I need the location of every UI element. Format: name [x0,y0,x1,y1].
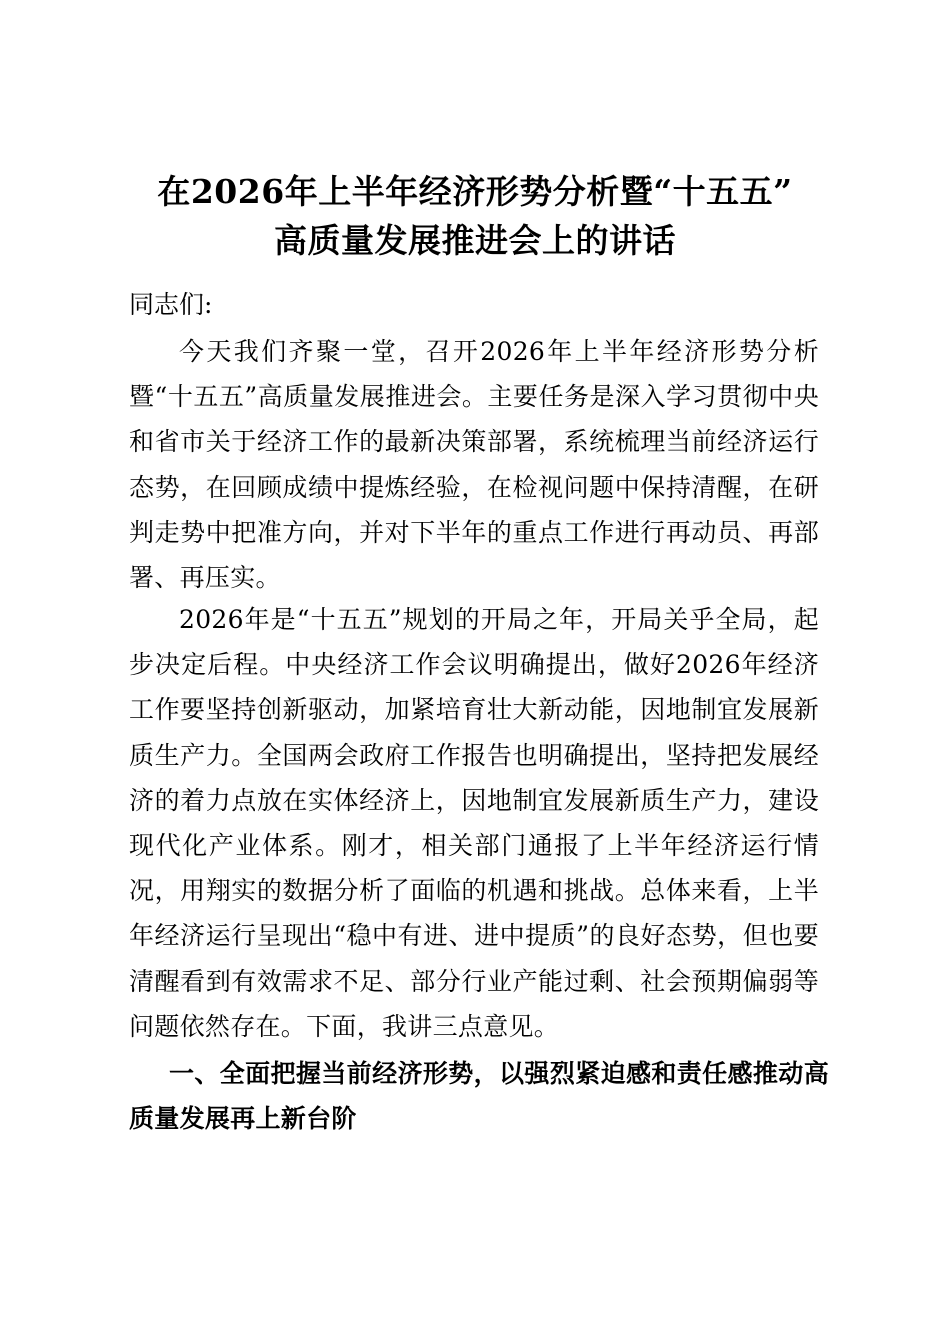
section-heading-1: 一、全面把握当前经济形势，以强烈紧迫感和责任感推动高质量发展再上新台阶 [129,1059,829,1133]
document-title-line-2: 高质量发展推进会上的讲话 [274,221,676,260]
greeting: 同志们: [129,290,213,319]
paragraph-context: 2026年是“十五五”规划的开局之年，开局关乎全局，起步决定后程。中央经济工作会议明确提出，做好2026年经济工作要坚持创新驱动，加紧培育壮大新动能，因地制宜发展新质生产力。全国两会政府工作报告也明确提出，坚持把发展经济的着力点放在实体经济上，因地制宜发展新质生产力，建设现代化产业体系。刚才，相关部门通报了上半年经济运行情况，用翔实的数据分析了面临的机遇和挑战。总体来看，上半年经济运行呈现出“稳中有进、进中提质”的良好态势，但也要清醒看到有效需求不足、部分行业产能过剩、社会预期偏弱等问题依然存在。下面，我讲三点意见。 [129,605,819,1041]
document-title-line-1: 在2026年上半年经济形势分析暨“十五五” [157,172,793,211]
paragraph-intro: 今天我们齐聚一堂，召开2026年上半年经济形势分析暨“十五五”高质量发展推进会。主要任务是深入学习贯彻中央和省市关于经济工作的最新决策部署，系统梳理当前经济运行态势，在回顾成绩中提炼经验，在检视问题中保持清醒，在研判走势中把准方向，并对下半年的重点工作进行再动员、再部署、再压实。 [129,337,819,593]
